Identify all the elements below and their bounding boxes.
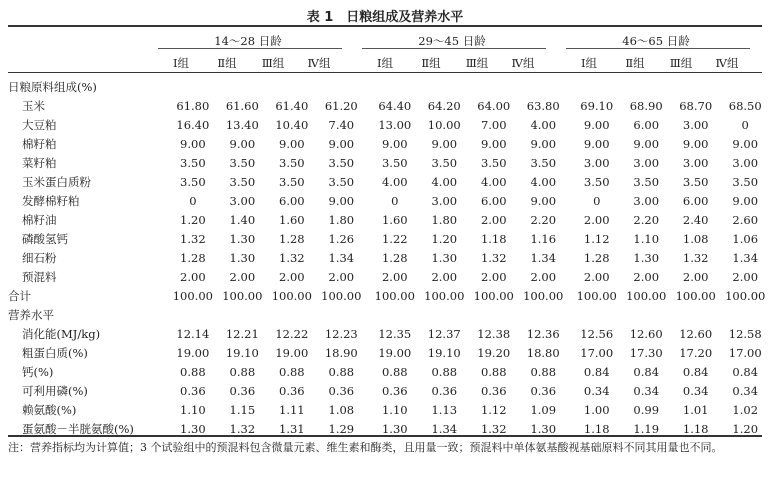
table-cell: 1.32 — [480, 250, 507, 265]
table-cell: 1.30 — [180, 421, 206, 436]
table-cell: 3.50 — [431, 155, 458, 170]
table-cell: 2.40 — [682, 212, 709, 227]
table-title: 表 1 日粮组成及营养水平 — [306, 10, 464, 25]
table-cell: 0.84 — [682, 364, 709, 379]
table-cell: 1.08 — [328, 402, 355, 417]
table-cell: 100.00 — [424, 288, 465, 303]
table-cell: 1.20 — [431, 231, 458, 246]
table-cell: 17.00 — [580, 345, 614, 360]
table-cell: 1.20 — [180, 212, 206, 227]
table-row — [8, 381, 770, 400]
row-label: 磷酸氢钙 — [22, 231, 68, 246]
table-cell: 2.00 — [328, 269, 355, 284]
table-cell: 19.10 — [427, 345, 461, 360]
table-cell: 0.88 — [328, 364, 355, 379]
table-cell: 100.00 — [271, 288, 312, 303]
table-cell: 3.00 — [633, 155, 660, 170]
table-cell: 3.00 — [633, 193, 660, 208]
table-cell: 1.32 — [480, 421, 507, 436]
table-cell: 1.22 — [381, 231, 408, 246]
table-cell: 19.00 — [275, 345, 309, 360]
table-cell: 9.00 — [328, 193, 355, 208]
table-cell: 3.50 — [180, 155, 206, 170]
table-cell: 10.40 — [275, 117, 309, 132]
table-cell: 0.88 — [279, 364, 305, 379]
table-cell: 63.80 — [526, 98, 560, 113]
table-cell: 0.84 — [583, 364, 610, 379]
table-cell: 1.10 — [180, 402, 206, 417]
table-row — [8, 343, 770, 362]
table-row — [8, 267, 770, 286]
table-cell: 1.18 — [583, 421, 610, 436]
table-cell: 1.28 — [279, 231, 305, 246]
group-column-header: Ⅰ组 — [580, 56, 598, 70]
table-cell: 2.00 — [279, 269, 305, 284]
row-label: 预混料 — [22, 269, 57, 284]
table-cell: 1.08 — [682, 231, 709, 246]
table-cell: 1.19 — [633, 421, 660, 436]
table-cell: 18.90 — [324, 345, 358, 360]
table-cell: 68.50 — [728, 98, 762, 113]
table-cell: 0.36 — [480, 383, 507, 398]
table-cell: 2.00 — [431, 269, 458, 284]
table-cell: 0.88 — [480, 364, 507, 379]
table-cell: 1.30 — [530, 421, 557, 436]
table-note: 注：营养指标均为计算值；3 个试验组中的预混料包含微量元素、维生素和酶类，且用量一致；预混料中单体氨基酸视基础原料不同其用量也不同。 — [8, 441, 723, 454]
table-cell: 0.36 — [229, 383, 256, 398]
bottom-rule — [8, 435, 762, 437]
row-label: 棉籽粕 — [22, 136, 57, 151]
table-cell: 0 — [593, 193, 601, 208]
group-column-header: Ⅳ组 — [307, 56, 331, 70]
table-cell: 3.00 — [682, 117, 709, 132]
table-cell: 100.00 — [222, 288, 263, 303]
table-cell: 64.40 — [378, 98, 412, 113]
table-cell: 17.20 — [679, 345, 713, 360]
table-cell: 100.00 — [473, 288, 514, 303]
table-cell: 0.36 — [431, 383, 458, 398]
table-cell: 4.00 — [431, 174, 458, 189]
table-cell: 19.20 — [477, 345, 511, 360]
table-cell: 12.38 — [477, 326, 511, 341]
table-cell: 2.60 — [732, 212, 759, 227]
table-row — [8, 134, 770, 153]
table-cell: 1.32 — [682, 250, 709, 265]
table-cell: 1.12 — [583, 231, 610, 246]
table-cell: 2.00 — [583, 269, 610, 284]
group-column-header: Ⅱ组 — [217, 56, 237, 70]
table-cell: 2.00 — [480, 269, 507, 284]
table-cell: 3.50 — [682, 174, 709, 189]
table-cell: 1.40 — [229, 212, 256, 227]
table-cell: 2.00 — [732, 269, 759, 284]
table-cell: 1.60 — [279, 212, 305, 227]
section-row-ingredients — [8, 77, 770, 96]
table-cell: 68.70 — [679, 98, 713, 113]
table-cell: 1.06 — [732, 231, 759, 246]
table-cell: 0.36 — [381, 383, 408, 398]
table-cell: 3.50 — [279, 174, 305, 189]
table-cell: 3.50 — [328, 174, 355, 189]
table-cell: 9.00 — [229, 136, 256, 151]
table-cell: 4.00 — [530, 117, 557, 132]
table-cell: 100.00 — [321, 288, 362, 303]
table-cell: 1.12 — [480, 402, 507, 417]
table-cell: 18.80 — [526, 345, 560, 360]
table-cell: 17.00 — [728, 345, 762, 360]
group-column-header: Ⅱ组 — [625, 56, 645, 70]
table-row — [8, 400, 770, 419]
table-cell: 2.20 — [633, 212, 660, 227]
table-cell: 3.00 — [229, 193, 256, 208]
table-cell: 100.00 — [172, 288, 213, 303]
table-cell: 0.34 — [583, 383, 610, 398]
table-cell: 1.34 — [328, 250, 355, 265]
table-cell: 0 — [391, 193, 399, 208]
table-row — [8, 286, 770, 305]
table-cell: 9.00 — [279, 136, 305, 151]
table-cell: 3.50 — [180, 174, 206, 189]
table-cell: 1.30 — [229, 231, 256, 246]
table-cell: 100.00 — [626, 288, 667, 303]
table-cell: 9.00 — [431, 136, 458, 151]
row-label: 菜籽粕 — [22, 155, 57, 170]
section-row-nutrients — [8, 305, 770, 324]
table-cell: 3.50 — [480, 155, 507, 170]
table-cell: 19.10 — [225, 345, 259, 360]
group-column-header: Ⅲ组 — [669, 56, 693, 70]
table-cell: 0.88 — [530, 364, 557, 379]
diet-table — [8, 77, 770, 438]
row-label: 大豆粕 — [22, 117, 57, 132]
table-cell: 12.58 — [728, 326, 762, 341]
table-cell: 1.00 — [583, 402, 610, 417]
table-cell: 1.20 — [732, 421, 759, 436]
table-cell: 0.88 — [229, 364, 256, 379]
group-column-header: Ⅲ组 — [261, 56, 285, 70]
table-row — [8, 362, 770, 381]
table-cell: 9.00 — [480, 136, 507, 151]
table-cell: 1.28 — [180, 250, 206, 265]
group-column-header: Ⅳ组 — [511, 56, 535, 70]
table-cell: 1.34 — [530, 250, 557, 265]
table-cell: 0.36 — [530, 383, 557, 398]
table-cell: 3.50 — [229, 174, 256, 189]
table-cell: 2.00 — [682, 269, 709, 284]
table-cell: 100.00 — [576, 288, 617, 303]
table-cell: 1.30 — [431, 250, 458, 265]
table-cell: 12.23 — [324, 326, 358, 341]
table-cell: 12.37 — [427, 326, 461, 341]
table-cell: 0.36 — [279, 383, 305, 398]
table-cell: 3.00 — [682, 155, 709, 170]
table-cell: 9.00 — [633, 136, 660, 151]
table-cell: 1.18 — [682, 421, 709, 436]
table-cell: 1.30 — [633, 250, 660, 265]
table-cell: 61.40 — [275, 98, 309, 113]
table-cell: 9.00 — [180, 136, 206, 151]
table-row — [8, 248, 770, 267]
table-cell: 9.00 — [682, 136, 709, 151]
table-cell: 100.00 — [725, 288, 766, 303]
table-cell: 2.00 — [180, 269, 206, 284]
table-cell: 9.00 — [530, 136, 557, 151]
table-cell: 0.84 — [633, 364, 660, 379]
table-row — [8, 229, 770, 248]
table-cell: 9.00 — [583, 136, 610, 151]
table-cell: 2.00 — [381, 269, 408, 284]
table-cell: 12.14 — [176, 326, 210, 341]
table-cell: 100.00 — [374, 288, 415, 303]
table-cell: 1.32 — [180, 231, 206, 246]
table-cell: 1.28 — [381, 250, 408, 265]
table-cell: 0.84 — [732, 364, 759, 379]
table-cell: 12.35 — [378, 326, 412, 341]
table-cell: 13.00 — [378, 117, 412, 132]
group-column-header: Ⅰ组 — [172, 56, 190, 70]
group-underline — [566, 48, 750, 49]
table-cell: 0.88 — [381, 364, 408, 379]
table-cell: 1.11 — [279, 402, 305, 417]
table-cell: 0.88 — [180, 364, 206, 379]
table-cell: 1.18 — [480, 231, 507, 246]
table-cell: 4.00 — [480, 174, 507, 189]
table-cell: 12.60 — [679, 326, 713, 341]
table-cell: 1.15 — [229, 402, 256, 417]
table-cell: 68.90 — [629, 98, 663, 113]
table-cell: 64.00 — [477, 98, 511, 113]
table-cell: 13.40 — [225, 117, 259, 132]
table-cell: 0 — [741, 117, 749, 132]
table-cell: 0.36 — [180, 383, 206, 398]
table-cell: 1.28 — [583, 250, 610, 265]
table-cell: 3.50 — [732, 174, 759, 189]
row-label: 赖氨酸(%) — [22, 402, 77, 417]
table-row — [8, 172, 770, 191]
table-cell: 17.30 — [629, 345, 663, 360]
section-label: 营养水平 — [8, 307, 54, 322]
table-cell: 0.34 — [732, 383, 759, 398]
table-cell: 3.50 — [530, 155, 557, 170]
row-label: 合计 — [8, 288, 31, 303]
age-group-header: 14～28 日龄 — [214, 34, 282, 48]
table-cell: 12.22 — [275, 326, 309, 341]
table-cell: 1.13 — [431, 402, 458, 417]
table-cell: 3.00 — [583, 155, 610, 170]
table-cell: 12.60 — [629, 326, 663, 341]
table-cell: 9.00 — [732, 136, 759, 151]
table-cell: 2.00 — [583, 212, 610, 227]
table-cell: 64.20 — [427, 98, 461, 113]
table-cell: 4.00 — [381, 174, 408, 189]
table-cell: 0.34 — [633, 383, 660, 398]
table-cell: 3.50 — [328, 155, 355, 170]
table-cell: 1.32 — [229, 421, 256, 436]
table-cell: 1.29 — [328, 421, 355, 436]
table-cell: 1.01 — [682, 402, 709, 417]
table-cell: 1.26 — [328, 231, 355, 246]
table-cell: 2.00 — [530, 269, 557, 284]
table-cell: 1.32 — [279, 250, 305, 265]
table-cell: 6.00 — [480, 193, 507, 208]
table-cell: 0.34 — [682, 383, 709, 398]
table-cell: 2.00 — [633, 269, 660, 284]
table-cell: 69.10 — [580, 98, 614, 113]
table-cell: 100.00 — [523, 288, 564, 303]
group-underline — [362, 48, 546, 49]
table-cell: 1.10 — [381, 402, 408, 417]
table-cell: 16.40 — [176, 117, 210, 132]
table-cell: 10.00 — [427, 117, 461, 132]
table-cell: 9.00 — [381, 136, 408, 151]
age-group-header: 29～45 日龄 — [418, 34, 486, 48]
table-cell: 19.00 — [378, 345, 412, 360]
row-label: 细石粉 — [22, 250, 57, 265]
age-group-header: 46～65 日龄 — [622, 34, 690, 48]
table-cell: 9.00 — [530, 193, 557, 208]
section-label: 日粮原料组成(%) — [8, 79, 97, 94]
row-label: 钙(%) — [22, 364, 54, 379]
row-label: 棉籽油 — [22, 212, 57, 227]
table-row — [8, 153, 770, 172]
table-cell: 1.30 — [381, 421, 408, 436]
table-cell: 1.80 — [431, 212, 458, 227]
table-cell: 3.00 — [431, 193, 458, 208]
table-cell: 12.21 — [225, 326, 259, 341]
table-cell: 1.31 — [279, 421, 305, 436]
table-cell: 12.36 — [526, 326, 560, 341]
table-cell: 3.50 — [381, 155, 408, 170]
table-cell: 1.80 — [328, 212, 355, 227]
group-column-header: Ⅱ组 — [421, 56, 441, 70]
table-cell: 0.99 — [633, 402, 660, 417]
table-cell: 1.34 — [732, 250, 759, 265]
row-label: 蛋氨酸－半胱氨酸(%) — [22, 421, 134, 436]
row-label: 可利用磷(%) — [22, 383, 88, 398]
table-cell: 9.00 — [328, 136, 355, 151]
table-cell: 3.00 — [732, 155, 759, 170]
table-cell: 0.88 — [431, 364, 458, 379]
table-cell: 6.00 — [682, 193, 709, 208]
table-cell: 3.50 — [583, 174, 610, 189]
table-cell: 2.00 — [480, 212, 507, 227]
table-row — [8, 96, 770, 115]
table-cell: 7.00 — [480, 117, 507, 132]
table-cell: 9.00 — [583, 117, 610, 132]
table-cell: 1.60 — [381, 212, 408, 227]
table-cell: 1.16 — [530, 231, 557, 246]
table-cell: 12.56 — [580, 326, 614, 341]
group-column-header: Ⅲ组 — [465, 56, 489, 70]
row-label: 消化能(MJ/kg) — [22, 326, 101, 341]
table-cell: 19.00 — [176, 345, 210, 360]
table-cell: 1.10 — [633, 231, 660, 246]
table-cell: 1.30 — [229, 250, 256, 265]
row-label: 粗蛋白质(%) — [22, 345, 88, 360]
table-cell: 2.00 — [229, 269, 256, 284]
table-cell: 61.60 — [225, 98, 259, 113]
row-label: 玉米 — [22, 98, 45, 113]
row-label: 发酵棉籽粕 — [22, 193, 80, 208]
table-cell: 61.80 — [176, 98, 210, 113]
table-cell: 1.34 — [431, 421, 458, 436]
table-cell: 1.09 — [530, 402, 557, 417]
table-row — [8, 210, 770, 229]
table-cell: 61.20 — [324, 98, 358, 113]
table-cell: 3.50 — [633, 174, 660, 189]
top-rule — [8, 25, 762, 27]
table-cell: 0.36 — [328, 383, 355, 398]
table-cell: 4.00 — [530, 174, 557, 189]
header-rule — [8, 72, 762, 73]
group-column-header: Ⅰ组 — [376, 56, 394, 70]
table-row — [8, 324, 770, 343]
table-cell: 9.00 — [732, 193, 759, 208]
table-cell: 7.40 — [328, 117, 355, 132]
table-cell: 3.50 — [229, 155, 256, 170]
table-row — [8, 115, 770, 134]
table-cell: 6.00 — [633, 117, 660, 132]
table-cell: 0 — [189, 193, 197, 208]
row-label: 玉米蛋白质粉 — [22, 174, 91, 189]
table-cell: 1.02 — [732, 402, 759, 417]
table-cell: 3.50 — [279, 155, 305, 170]
table-cell: 100.00 — [675, 288, 716, 303]
group-column-header: Ⅳ组 — [715, 56, 739, 70]
table-cell: 6.00 — [279, 193, 305, 208]
group-underline — [158, 48, 342, 49]
table-cell: 2.20 — [530, 212, 557, 227]
table-row — [8, 191, 770, 210]
